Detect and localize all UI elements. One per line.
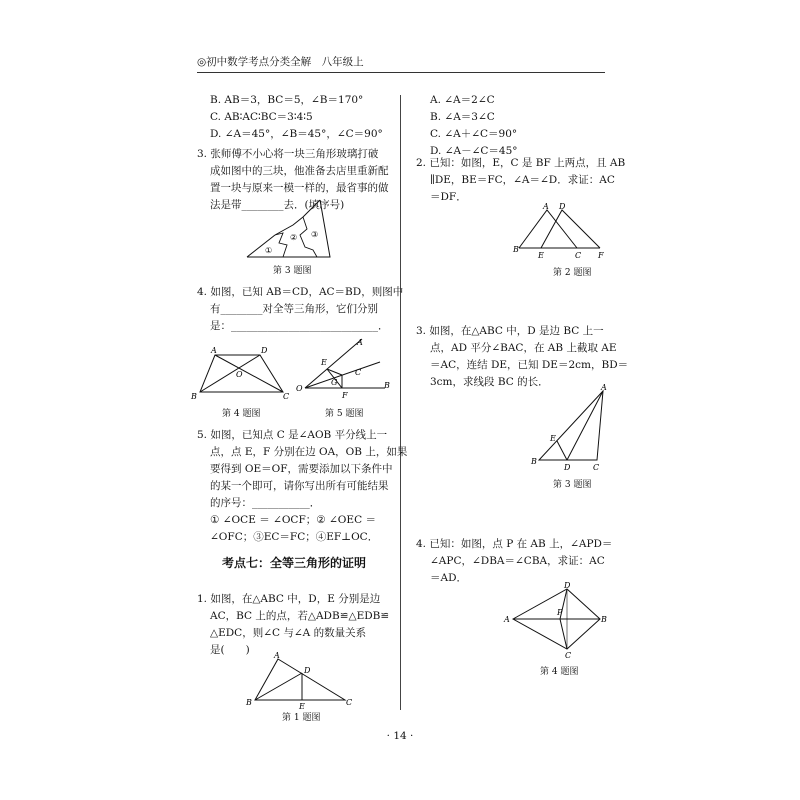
figure-caption: 第 5 题图 xyxy=(325,409,364,419)
question-line: 4. 如图，已知 AB＝CD，AC＝BD，则图中 xyxy=(197,286,404,298)
point-label: O xyxy=(236,370,243,379)
figure-caption: 第 1 题图 xyxy=(282,713,321,723)
figure-caption: 第 2 题图 xyxy=(553,268,592,278)
question-line: ∠OFC；③EC＝FC；④EF⊥OC． xyxy=(210,531,379,543)
option-line: D. ∠A－∠C＝45° xyxy=(430,145,518,157)
figure-caption: 第 3 题图 xyxy=(273,266,312,276)
point-label: B xyxy=(513,245,519,254)
figure-q3-broken-triangle xyxy=(245,195,335,260)
point-label: G xyxy=(331,378,338,387)
piece-label: ③ xyxy=(311,230,319,239)
point-label: B xyxy=(246,698,252,707)
point-label: A xyxy=(357,338,363,347)
figure-q4-trapezoid xyxy=(191,345,290,401)
question-line: 3. 如图，在△ABC 中，D 是边 BC 上一 xyxy=(416,325,604,337)
question-line: ＝AC，连结 DE，已知 DE＝2cm，BD＝ xyxy=(430,359,629,371)
point-label: C xyxy=(355,368,362,377)
point-label: C xyxy=(575,251,582,260)
question-line: 的序号：___________． xyxy=(210,497,321,509)
point-label: P xyxy=(557,608,563,617)
point-label: C xyxy=(346,698,353,707)
point-label: C xyxy=(283,392,290,401)
question-line: 法是带________去．(填序号) xyxy=(210,199,345,211)
point-label: B xyxy=(531,457,537,466)
point-label: B xyxy=(384,381,390,390)
column-divider xyxy=(400,95,401,710)
point-label: F xyxy=(598,251,604,260)
point-label: C xyxy=(593,463,600,472)
point-label: E xyxy=(550,434,556,443)
point-label: D xyxy=(261,346,268,355)
question-line: 3cm，求线段 BC 的长． xyxy=(430,376,549,388)
point-label: E xyxy=(299,702,305,711)
point-label: D xyxy=(564,463,571,472)
point-label: A xyxy=(543,202,549,211)
point-label: F xyxy=(342,391,348,400)
question-line: ＝DF． xyxy=(430,191,467,203)
figure-caption: 第 4 题图 xyxy=(540,667,579,677)
option-line: C. AB∶AC∶BC＝3∶4∶5 xyxy=(210,111,313,123)
point-label: D xyxy=(564,581,571,590)
piece-label: ① xyxy=(265,246,273,255)
option-line: B. AB＝3，BC＝5，∠B＝170° xyxy=(210,94,364,106)
point-label: D xyxy=(559,202,566,211)
point-label: A xyxy=(601,383,607,392)
question-line: 3. 张师傅不小心将一块三角形玻璃打破 xyxy=(197,148,379,160)
question-line: 是( ) xyxy=(210,644,250,656)
option-line: C. ∠A＋∠C＝90° xyxy=(430,128,518,140)
point-label: B xyxy=(601,615,607,624)
point-label: A xyxy=(211,346,217,355)
point-label: A xyxy=(274,651,280,660)
question-line: ① ∠OCE ＝ ∠OCF；② ∠OEC ＝ xyxy=(210,514,376,526)
question-line: 要得到 OE＝OF，需要添加以下条件中 xyxy=(210,463,393,475)
question-line: ∥DE，BE＝FC，∠A＝∠D．求证：AC xyxy=(430,174,615,186)
figure-caption: 第 3 题图 xyxy=(553,480,592,490)
question-line: ∠APC，∠DBA＝∠CBA，求证：AC xyxy=(430,555,605,567)
point-label: E xyxy=(538,251,544,260)
question-line: 是：____________________________． xyxy=(210,320,389,332)
question-line: 点，AD 平分∠BAC，在 AB 上截取 AE xyxy=(430,342,617,354)
point-label: E xyxy=(321,358,327,367)
header-rule xyxy=(197,72,605,73)
point-label: D xyxy=(304,666,311,675)
question-line: ＝AD． xyxy=(430,572,468,584)
figure-q5-angle-bisector xyxy=(296,335,395,400)
question-line: 1. 如图，在△ABC 中，D，E 分别是边 xyxy=(197,593,381,605)
question-line: 的某一个即可，请你写出所有可能结果 xyxy=(210,480,389,492)
point-label: B xyxy=(191,392,197,401)
question-line: 5. 如图，已知点 C 是∠AOB 平分线上一 xyxy=(197,429,388,441)
figure-s2-triangles xyxy=(515,202,610,264)
question-line: 4. 已知：如图，点 P 在 AB 上，∠APD＝ xyxy=(416,538,613,550)
figure-s3-triangle xyxy=(531,383,615,472)
question-line: 置一块与原来一模一样的，最省事的做 xyxy=(210,182,389,194)
piece-label: ② xyxy=(290,233,298,242)
option-line: B. ∠A＝3∠C xyxy=(430,111,495,123)
point-label: O xyxy=(296,384,303,393)
page-number: · 14 · xyxy=(386,730,414,742)
question-line: 2. 已知：如图，E，C 是 BF 上两点，且 AB xyxy=(416,157,626,169)
question-line: 点，点 E，F 分别在边 OA，OB 上，如果 xyxy=(210,446,408,458)
figure-s4-kite xyxy=(505,583,610,658)
figure-caption: 第 4 题图 xyxy=(222,409,261,419)
question-line: AC，BC 上的点，若△ADB≌△EDB≌ xyxy=(210,610,390,622)
figure-s1-triangle xyxy=(246,651,353,711)
question-line: △EDC，则∠C 与∠A 的数量关系 xyxy=(210,627,367,639)
point-label: A xyxy=(504,615,510,624)
question-line: 成如图中的三块，他准备去店里重新配 xyxy=(210,165,389,177)
question-line: 有________对全等三角形，它们分别 xyxy=(210,303,378,315)
header-title: ◎初中数学考点分类全解 八年级上 xyxy=(197,56,364,68)
option-line: A. ∠A＝2∠C xyxy=(430,94,495,106)
point-label: C xyxy=(565,651,572,660)
section-title: 考点七：全等三角形的证明 xyxy=(222,556,367,570)
option-line: D. ∠A＝45°，∠B＝45°，∠C＝90° xyxy=(210,128,383,140)
